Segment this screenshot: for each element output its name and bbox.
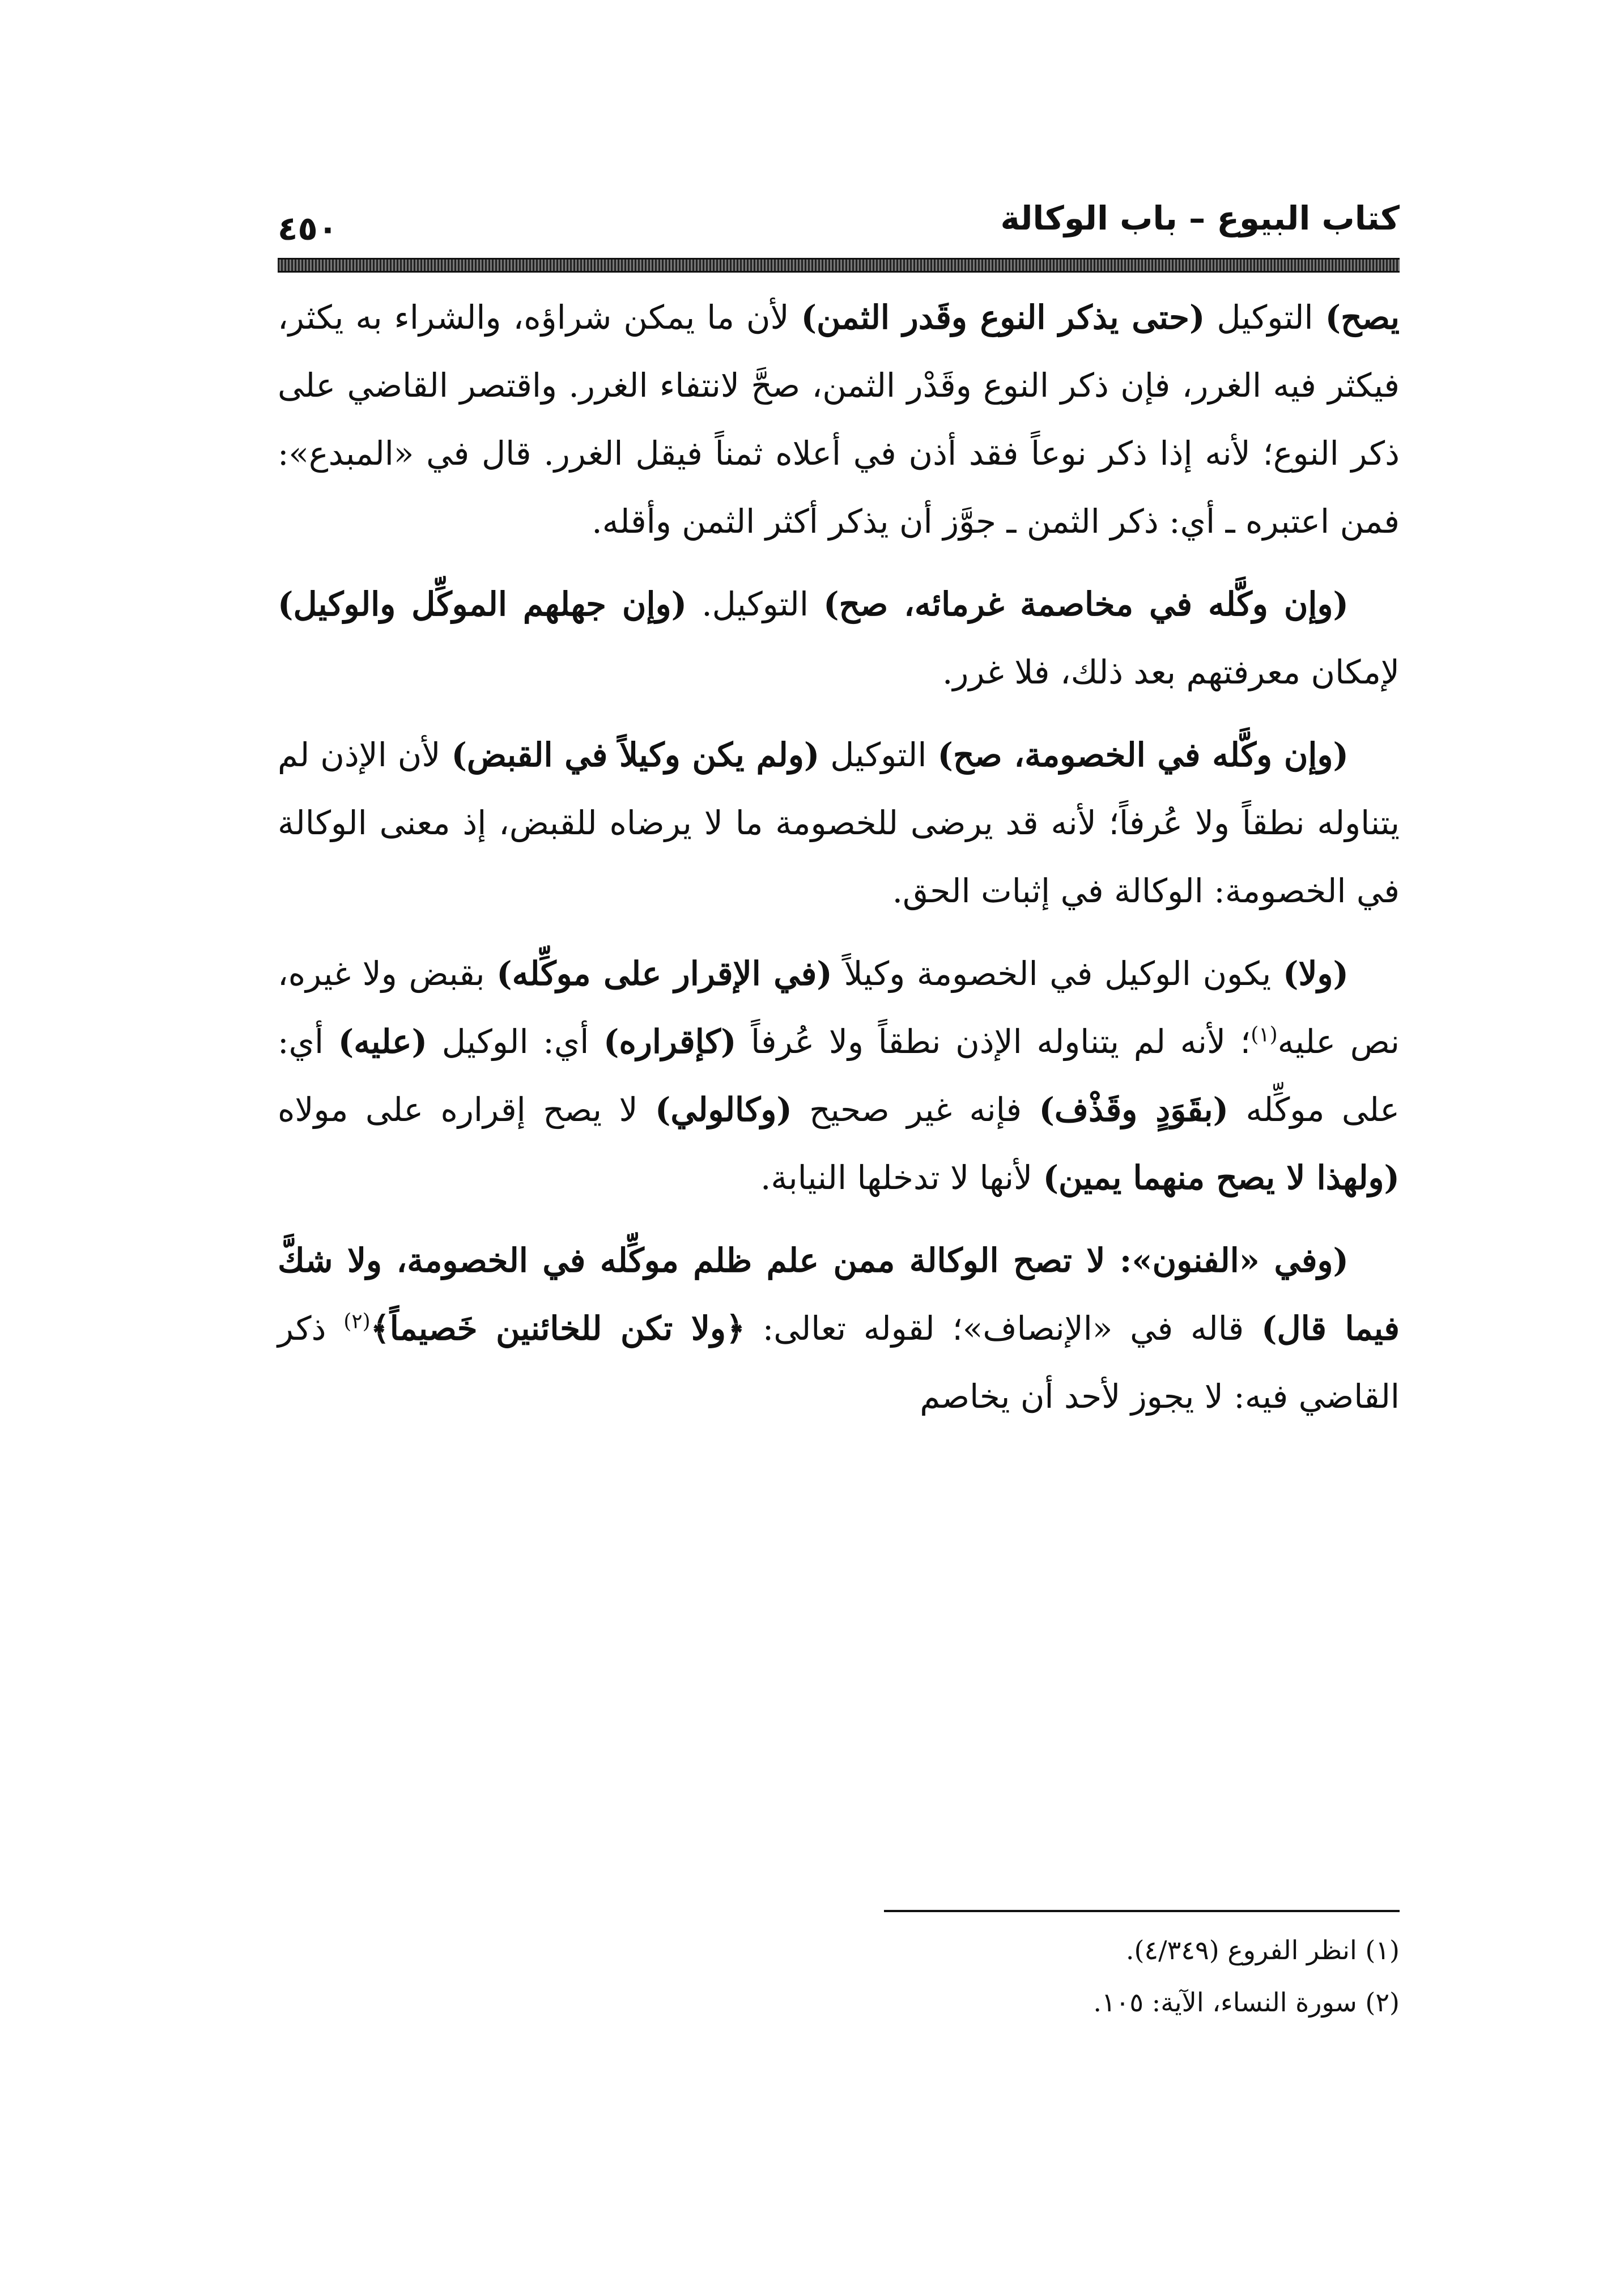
text-run: بقبض ولا غيره، نص عليه [278,954,1400,1061]
text-run: أي: على موكِّله [278,1022,1400,1129]
text-run: لا يصح إقراره على مولاه [278,1090,655,1129]
text-run: لأن ما يمكن شراؤه، والشراء به يكثر، فيكثر فيه الغرر، فإن ذكر النوع وقَدْر الثمن، صحَّ لانتفاء الغرر. واقتصر القاضي على ذكر النوع؛ لأنه إذا ذكر نوعاً فقد أذن في أعلاه ثمناً فيقل الغرر. قال في «المبدع»: فمن اعتبره ـ أي: ذكر الثمن ـ جوَّز أن يذكر أكثر الثمن وأقله. [278,298,1400,541]
text-run: فإنه غير صحيح [792,1090,1039,1129]
footnote-1: (١) انظر الفروع (٤/٣٤٩). [1125,1935,1400,1965]
running-header [278,193,1400,255]
footnote-ref: (٢) [343,1310,371,1334]
text-run: (وإن وكَّله في الخصومة، صح) [937,736,1349,774]
paragraph-5 [278,1226,1400,1430]
footnote-rule [884,1910,1400,1912]
text-run: يصح) [1325,298,1400,337]
footnotes [278,1924,1400,2028]
text-run: أي: الوكيل [427,1022,604,1061]
text-run: لإمكان معرفتهم بعد ذلك، فلا غرر. [942,653,1400,691]
paragraph-3 [278,721,1400,925]
text-run: (ولهذا لا يصح منهما يمين) [1043,1158,1400,1197]
text-run: (حتى يذكر النوع وقَدر الثمن) [801,298,1205,337]
text-run: (عليه) [338,1022,428,1061]
text-run: التوكيل [819,736,938,774]
text-run: ﴿ولا تكن للخائنين خَصيماً﴾ [370,1309,745,1348]
text-run: التوكيل [1205,298,1325,337]
text-run: (ولا) [1283,954,1349,993]
main-text [278,283,1400,1445]
paragraph-1 [278,283,1400,555]
text-run: التوكيل. [687,585,824,623]
text-run: ذكر القاضي فيه: لا يجوز لأحد أن يخاصم [278,1309,1400,1416]
footnote-2: (٢) سورة النساء، الآية: ١٠٥. [1093,1987,1400,2018]
text-run: ؛ لأنه لم يتناوله الإذن نطقاً ولا عُرفاً [736,1022,1251,1061]
text-run: (وإن جهلهم الموكِّل والوكيل) [278,585,687,623]
header-rule [278,258,1400,273]
paragraph-4 [278,940,1400,1212]
paragraph-2 [278,570,1400,706]
text-run: (وإن وكَّله في مخاصمة غرمائه، صح) [823,585,1349,623]
footnote-ref: (١) [1251,1023,1278,1047]
text-run: (وفي «الفنون»: لا تصح الوكالة ممن علم ظلم موكِّله في الخصومة، ولا شكَّ فيما قال) [278,1241,1400,1348]
text-run: (وكالولي) [654,1090,792,1129]
text-run: قاله في «الإنصاف»؛ لقوله تعالى: [745,1309,1261,1348]
text-run: (بقَوَدٍ وقَذْف) [1039,1090,1229,1129]
text-run: لأن الإذن لم يتناوله نطقاً ولا عُرفاً؛ لأنه قد يرضى للخصومة ما لا يرضاه للقبض، إذ معنى الوكالة في الخصومة: الوكالة في إثبات الحق. [278,736,1400,910]
text-run: (ولم يكن وكيلاً في القبض) [451,736,820,774]
text-run: (في الإقرار على موكِّله) [496,954,832,993]
text-run: يكون الوكيل في الخصومة وكيلاً [832,954,1283,993]
text-run: (كإقراره) [603,1022,737,1061]
header-title: كتاب البيوع – باب الوكالة [1000,199,1400,237]
page-number: ٤٥٠ [278,209,338,248]
text-run: لأنها لا تدخلها النيابة. [760,1158,1043,1197]
